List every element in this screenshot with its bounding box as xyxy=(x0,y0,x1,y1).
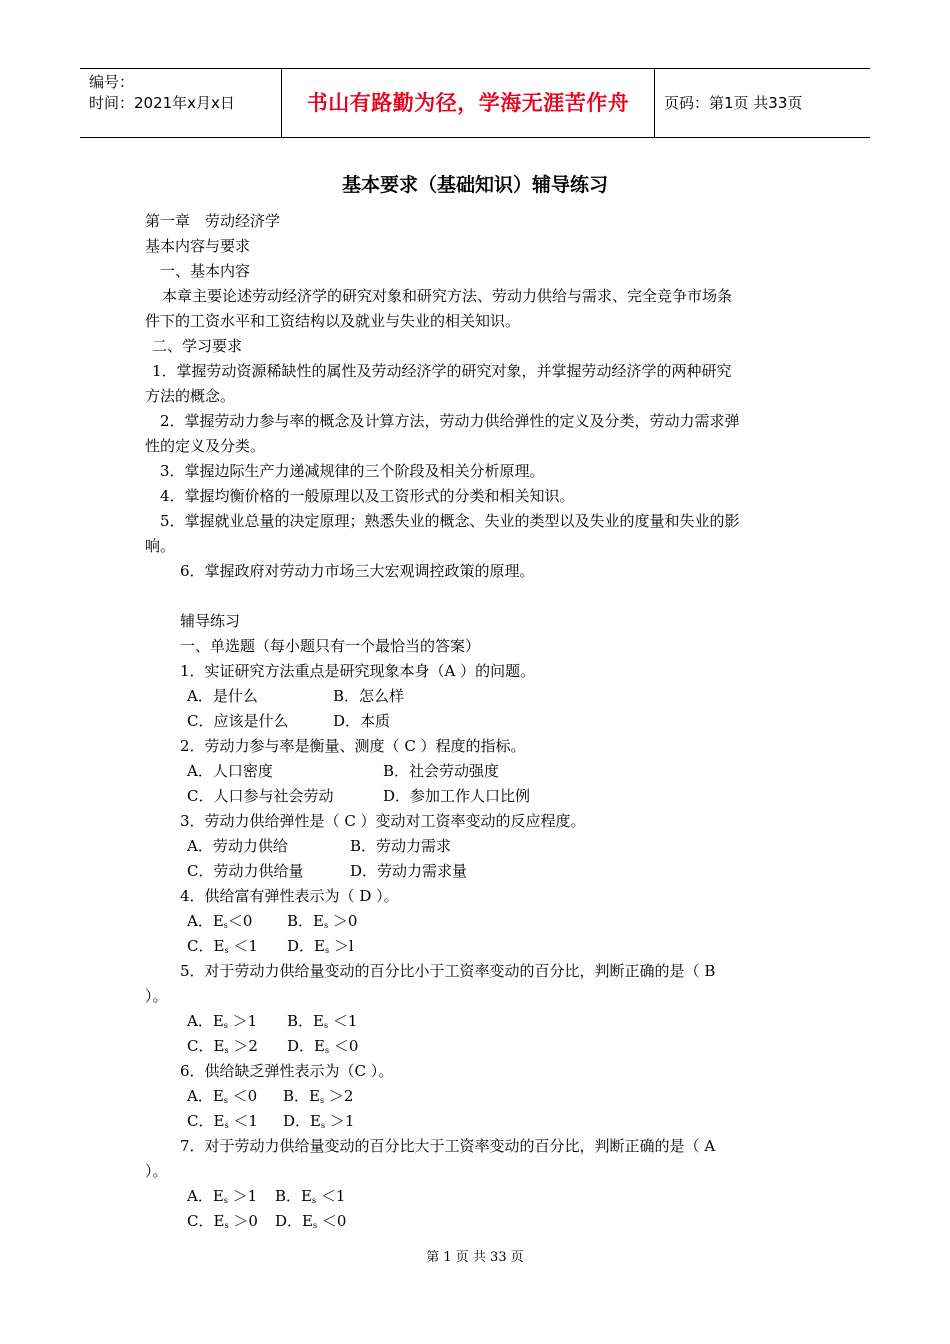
header-meta xyxy=(80,69,282,137)
section-heading: 一、单选题（每小题只有一个最恰当的答案） xyxy=(180,637,481,655)
option: C．$E_s <1$ xyxy=(187,937,258,955)
requirement-item: 6．掌握政府对劳动力市场三大宏观调控政策的原理。 xyxy=(180,562,535,580)
option: D．$E_s <0$ xyxy=(287,1037,359,1055)
option: C．应该是什么 xyxy=(187,712,289,730)
requirement-item: 1．掌握劳动资源稀缺性的属性及劳动经济学的研究对象，并掌握劳动经济学的两种研究 xyxy=(152,362,732,380)
option: C．劳动力供给量 xyxy=(187,862,304,880)
section-heading: 辅导练习 xyxy=(180,612,241,630)
option: C．$E_s <1$ xyxy=(187,1112,258,1130)
subsection-heading: 二、学习要求 xyxy=(152,337,243,355)
number-label: 编号： xyxy=(89,73,135,91)
question: ）。 xyxy=(145,987,168,1005)
paragraph-line: 本章主要论述劳动经济学的研究对象和研究方法、劳动力供给与需求、完全竞争市场条 xyxy=(162,287,733,305)
requirement-item: 响。 xyxy=(145,537,176,555)
option: D．劳动力需求量 xyxy=(350,862,468,880)
option: A．$E_s >1$ xyxy=(187,1187,258,1205)
requirement-item: 4．掌握均衡价格的一般原理以及工资形式的分类和相关知识。 xyxy=(160,487,575,505)
question: 4．供给富有弹性表示为（ D ）。 xyxy=(180,887,399,905)
option: A．人口密度 xyxy=(187,762,273,780)
chapter-heading: 第一章 劳动经济学 xyxy=(145,212,281,230)
option: B．怎么样 xyxy=(333,687,405,705)
requirement-item: 方法的概念。 xyxy=(145,387,236,405)
option: B．劳动力需求 xyxy=(350,837,452,855)
motto: 书山有路勤为径，学海无涯苦作舟 xyxy=(282,69,655,137)
option: D．本质 xyxy=(333,712,391,730)
paragraph-line: 件下的工资水平和工资结构以及就业与失业的相关知识。 xyxy=(145,312,521,330)
option: A．$E_s<0$ xyxy=(187,912,253,930)
option: A．$E_s <0$ xyxy=(187,1087,258,1105)
option: D．$E_s >1$ xyxy=(283,1112,355,1130)
option: D．$E_s <0$ xyxy=(275,1212,347,1230)
page-info: 页码：第1页 共33页 xyxy=(664,94,803,112)
requirement-item: 3．掌握边际生产力递减规律的三个阶段及相关分析原理。 xyxy=(160,462,545,480)
time-label: 时间：2021年x月x日 xyxy=(89,94,235,112)
question: ）。 xyxy=(145,1162,168,1180)
option: D．参加工作人口比例 xyxy=(383,787,531,805)
option: C．$E_s >0$ xyxy=(187,1212,258,1230)
option: D．$E_s >l$ xyxy=(287,937,354,955)
option: C．人口参与社会劳动 xyxy=(187,787,334,805)
question: 5．对于劳动力供给量变动的百分比小于工资率变动的百分比，判断正确的是（ B xyxy=(180,962,716,980)
question: 6．供给缺乏弹性表示为（C ）。 xyxy=(180,1062,394,1080)
page-footer: 第 1 页 共 33 页 xyxy=(426,1250,524,1265)
option: B．$E_s >0$ xyxy=(287,912,358,930)
option: B．社会劳动强度 xyxy=(383,762,500,780)
document-title: 基本要求（基础知识）辅导练习 xyxy=(341,174,608,196)
option: A．劳动力供给 xyxy=(187,837,288,855)
option: B．$E_s <1$ xyxy=(275,1187,346,1205)
question: 3．劳动力供给弹性是（ C ）变动对工资率变动的反应程度。 xyxy=(180,812,586,830)
question: 2．劳动力参与率是衡量、测度（ C ）程度的指标。 xyxy=(180,737,526,755)
header-table xyxy=(80,68,870,138)
requirement-item: 5．掌握就业总量的决定原理；熟悉失业的概念、失业的类型以及失业的度量和失业的影 xyxy=(160,512,740,530)
requirement-item: 2．掌握劳动力参与率的概念及计算方法，劳动力供给弹性的定义及分类，劳动力需求弹 xyxy=(160,412,740,430)
subsection-heading: 一、基本内容 xyxy=(160,262,251,280)
option: B．$E_s >2$ xyxy=(283,1087,354,1105)
question: 1．实证研究方法重点是研究现象本身（A ）的问题。 xyxy=(180,662,536,680)
option: C．$E_s >2$ xyxy=(187,1037,258,1055)
question: 7．对于劳动力供给量变动的百分比大于工资率变动的百分比，判断正确的是（ A xyxy=(180,1137,716,1155)
option: A．是什么 xyxy=(187,687,258,705)
section-heading: 基本内容与要求 xyxy=(145,237,251,255)
requirement-item: 性的定义及分类。 xyxy=(145,437,266,455)
option: B．$E_s <1$ xyxy=(287,1012,358,1030)
option: A．$E_s >1$ xyxy=(187,1012,258,1030)
